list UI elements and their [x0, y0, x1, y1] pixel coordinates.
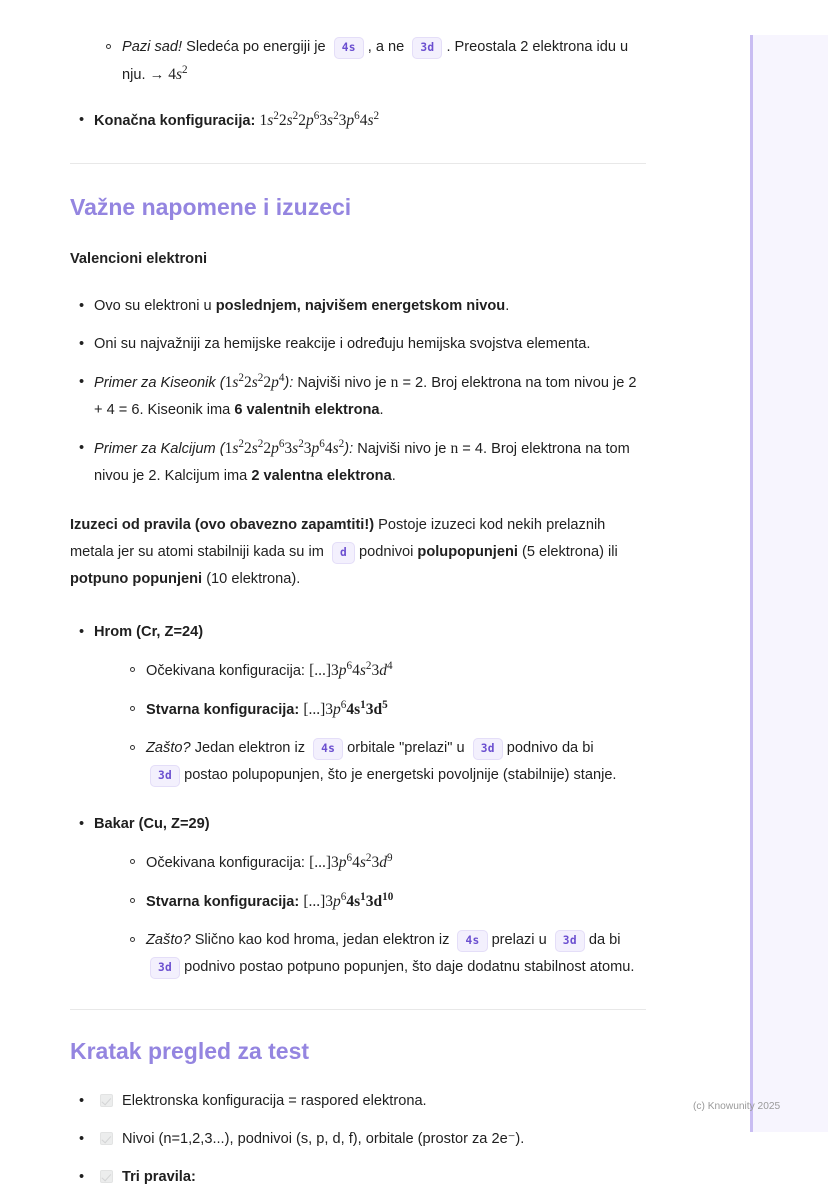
- math-var-n: n: [450, 440, 459, 457]
- note-text-2: , a ne: [367, 39, 405, 55]
- element-details-copper: [122, 849, 646, 981]
- bullet-text-1: Najviši nivo je: [357, 441, 447, 457]
- final-config-label: Konačna konfiguracija:: [94, 113, 256, 129]
- bullet-text-2: = 2. Broj elektrona na tom nivou je 2 + 4 = 6. Kiseonik ima: [94, 375, 637, 418]
- list-item: [70, 1164, 646, 1191]
- list-item: [70, 1088, 646, 1115]
- disc-bullet-icon: •: [79, 374, 85, 390]
- list-item: [70, 619, 646, 789]
- list-item: [70, 1126, 646, 1153]
- checklist-text: Tri pravila:: [122, 1169, 196, 1185]
- element-title-copper: Bakar (Cu, Z=29): [94, 816, 210, 832]
- list-item: [70, 107, 646, 135]
- exceptions-text-4: (10 elektrona).: [206, 571, 301, 587]
- disc-bullet-icon: •: [79, 440, 85, 456]
- why-text-3: podnivo da bi: [506, 740, 594, 756]
- list-item: [70, 331, 646, 358]
- math-var-n: n: [390, 374, 399, 391]
- valence-bullet-list: [70, 293, 646, 490]
- element-title-chromium: Hrom (Cr, Z=24): [94, 624, 204, 640]
- actual-config-math: $[...]3p^64s^13d^{10}$: [303, 890, 394, 910]
- note-text-3: . Preostala 2 elektrona idu u nju. →: [122, 39, 629, 83]
- orbital-badge-3d: 3d: [473, 738, 503, 760]
- note-math-tail: $4s^2$: [168, 63, 188, 83]
- actual-config-label: Stvarna konfiguracija:: [146, 894, 300, 910]
- example-label-close: ):: [344, 441, 354, 457]
- section-heading: Važne napomene i izuzeci: [70, 194, 352, 220]
- circle-bullet-icon: [130, 706, 135, 711]
- section-divider: [70, 1009, 646, 1010]
- why-label: Zašto?: [146, 932, 191, 948]
- why-text-2: orbitale "prelazi" u: [347, 740, 465, 756]
- section-divider: [70, 163, 646, 164]
- disc-bullet-icon: •: [79, 298, 85, 314]
- list-item: [122, 888, 646, 916]
- circle-bullet-icon: [130, 859, 135, 864]
- section-heading: Kratak pregled za test: [70, 1038, 310, 1064]
- list-item: [98, 34, 646, 89]
- disc-bullet-icon: •: [79, 112, 85, 128]
- exceptions-text-1: Postoje izuzeci kod nekih prelaznih metala jer su atomi stabilniji kada su im: [70, 517, 606, 560]
- section-kratak-pregled: [70, 1036, 646, 1191]
- circle-bullet-icon: [130, 937, 135, 942]
- why-text-3: da bi: [588, 932, 621, 948]
- right-side-panel: [750, 35, 828, 1132]
- disc-bullet-icon: •: [79, 1093, 85, 1109]
- checklist-text: Nivoi (n=1,2,3...), podnivoi (s, p, d, f), orbitale (prostor za 2e⁻).: [122, 1131, 525, 1147]
- list-item: [122, 735, 646, 789]
- list-item: [122, 927, 646, 981]
- bullet-text-3: .: [379, 402, 384, 418]
- why-text-4: podnivo postao potpuno popunjen, što daje dodatnu stabilnost atomu.: [184, 959, 635, 975]
- expected-config-math: $[...]3p^64s^23d^9$: [309, 851, 393, 871]
- disc-bullet-icon: •: [79, 624, 85, 640]
- orbital-badge-4s: 4s: [457, 930, 487, 952]
- why-text-2: prelazi u: [491, 932, 547, 948]
- list-item: [70, 435, 646, 490]
- exceptions-paragraph: [70, 512, 646, 593]
- bullet-bold-1: 2 valentna elektrona: [251, 468, 392, 484]
- exceptions-bold-1: polupopunjeni: [417, 544, 518, 560]
- bullet-text-1: Najviši nivo je: [297, 375, 387, 391]
- why-text-1: Slično kao kod hroma, jedan elektron iz: [194, 932, 450, 948]
- example-math-calcium: $1s^22s^22p^63s^23p^64s^2$: [224, 437, 345, 457]
- list-item: [122, 657, 646, 685]
- why-label: Zašto?: [146, 740, 191, 756]
- list-item: [70, 811, 646, 981]
- exceptions-text-3: (5 elektrona) ili: [522, 544, 618, 560]
- list-item: [70, 293, 646, 320]
- expected-config-math: $[...]3p^64s^23d^4$: [309, 659, 393, 679]
- orbital-badge-4s: 4s: [334, 37, 364, 59]
- orbital-badge-3d: 3d: [555, 930, 585, 952]
- final-config-list: [70, 107, 646, 135]
- top-fragment: [70, 0, 646, 135]
- footer-copyright: (c) Knowunity 2025: [693, 1101, 781, 1112]
- exceptions-bold-lead: Izuzeci od pravila (ovo obavezno zapamtiti!): [70, 517, 375, 533]
- disc-bullet-icon: •: [79, 1131, 85, 1147]
- actual-config-label: Stvarna konfiguracija:: [146, 702, 300, 718]
- final-config-math: $1s^22s^22p^63s^23p^64s^2$: [259, 109, 380, 129]
- why-text-1: Jedan elektron iz: [194, 740, 306, 756]
- note-text-1: Sledeća po energiji je: [186, 39, 326, 55]
- subsection-heading-valencioni: Valencioni elektroni: [70, 251, 208, 267]
- bullet-bold-1: 6 valentnih elektrona: [234, 402, 380, 418]
- checklist-text: Elektronska konfiguracija = raspored elektrona.: [122, 1093, 427, 1109]
- element-list-chromium: [70, 619, 646, 789]
- top-fragment-list: [70, 34, 646, 89]
- bullet-text-3: .: [391, 468, 396, 484]
- circle-bullet-icon: [130, 667, 135, 672]
- orbital-badge-3d: 3d: [412, 37, 442, 59]
- disc-bullet-icon: •: [79, 1169, 85, 1185]
- circle-bullet-icon: [130, 745, 135, 750]
- disc-bullet-icon: •: [79, 336, 85, 352]
- orbital-badge-d: d: [332, 542, 355, 564]
- note-emphasis: Pazi sad!: [122, 39, 183, 55]
- actual-config-math: $[...]3p^64s^13d^5$: [303, 698, 388, 718]
- example-label-close: ):: [284, 375, 294, 391]
- checkbox-checked-icon[interactable]: [100, 1094, 113, 1107]
- expected-config-label: Očekivana konfiguracija:: [146, 663, 305, 679]
- orbital-badge-3d-2: 3d: [150, 957, 180, 979]
- element-list-copper: [70, 811, 646, 981]
- why-text-4: postao polupopunjen, što je energetski povoljnije (stabilnije) stanje.: [184, 767, 617, 783]
- example-label-oxygen: Primer za Kiseonik (: [94, 375, 225, 391]
- list-item: [70, 369, 646, 424]
- disc-bullet-icon: •: [79, 816, 85, 832]
- section-vazne-napomene: [70, 192, 646, 981]
- bullet-text-1: Oni su najvažniji za hemijske reakcije i određuju hemijska svojstva elementa.: [94, 336, 591, 352]
- bullet-bold-1: poslednjem, najvišem energetskom nivou: [215, 298, 506, 314]
- bullet-text-2: .: [505, 298, 510, 314]
- element-details-chromium: [122, 657, 646, 789]
- circle-bullet-icon: [130, 898, 135, 903]
- list-item: [122, 849, 646, 877]
- bullet-text-1: Ovo su elektroni u: [94, 298, 212, 314]
- checkbox-checked-icon[interactable]: [100, 1132, 113, 1145]
- orbital-badge-4s: 4s: [313, 738, 343, 760]
- example-math-oxygen: $1s^22s^22p^4$: [224, 371, 285, 391]
- circle-bullet-icon: [106, 44, 111, 49]
- checkbox-checked-icon[interactable]: [100, 1170, 113, 1183]
- orbital-badge-3d-2: 3d: [150, 765, 180, 787]
- example-label-calcium: Primer za Kalcijum (: [94, 441, 225, 457]
- bullet-text-2: = 4. Broj elektrona na tom nivou je 2. Kalcijum ima: [94, 441, 630, 484]
- exceptions-text-2: podnivoi: [358, 544, 414, 560]
- exceptions-bold-2: potpuno popunjeni: [70, 571, 203, 587]
- checklist: [70, 1088, 646, 1191]
- expected-config-label: Očekivana konfiguracija:: [146, 855, 305, 871]
- list-item: [122, 696, 646, 724]
